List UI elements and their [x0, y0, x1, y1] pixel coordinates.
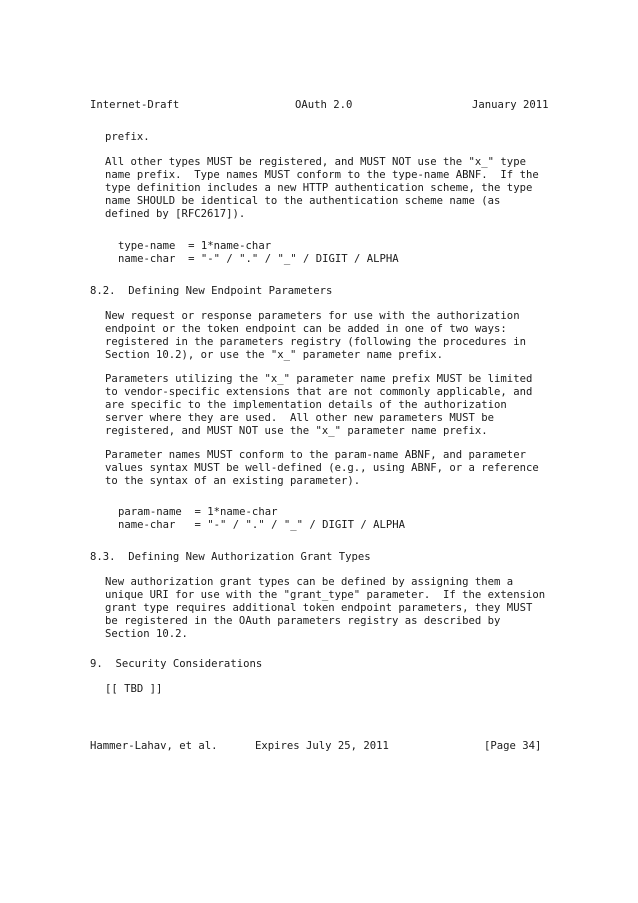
- footer-right: [Page 34]: [484, 740, 542, 752]
- body-line: endpoint or the token endpoint can be added in one of two ways:: [105, 323, 507, 335]
- body-line: name prefix. Type names MUST conform to the type-name ABNF. If the: [105, 169, 539, 181]
- body-line: unique URI for use with the "grant_type" parameter. If the extension: [105, 589, 546, 601]
- body-line: to vendor-specific extensions that are not commonly applicable, and: [105, 386, 533, 398]
- header-center: OAuth 2.0: [295, 99, 353, 111]
- abnf-line: type-name = 1*name-char: [118, 240, 272, 252]
- body-line: defined by [RFC2617]).: [105, 208, 246, 220]
- body-line: values syntax MUST be well-defined (e.g., using ABNF, or a reference: [105, 462, 539, 474]
- body-line: name SHOULD be identical to the authentication scheme name (as: [105, 195, 501, 207]
- footer-center: Expires July 25, 2011: [255, 740, 389, 752]
- section-heading-8-2: 8.2. Defining New Endpoint Parameters: [90, 285, 333, 297]
- body-line: [[ TBD ]]: [105, 683, 163, 695]
- body-line: registered in the parameters registry (following the procedures in: [105, 336, 526, 348]
- body-line: Parameters utilizing the "x_" parameter name prefix MUST be limited: [105, 373, 533, 385]
- body-line: to the syntax of an existing parameter).: [105, 475, 361, 487]
- body-line: Section 10.2), or use the "x_" parameter name prefix.: [105, 349, 444, 361]
- section-heading-8-3: 8.3. Defining New Authorization Grant Types: [90, 551, 371, 563]
- body-line: be registered in the OAuth parameters registry as described by: [105, 615, 501, 627]
- body-line: All other types MUST be registered, and MUST NOT use the "x_" type: [105, 156, 526, 168]
- body-line: are specific to the implementation details of the authorization: [105, 399, 507, 411]
- body-line: Section 10.2.: [105, 628, 188, 640]
- abnf-line: param-name = 1*name-char: [118, 506, 278, 518]
- abnf-line: name-char = "-" / "." / "_" / DIGIT / ALPHA: [118, 519, 406, 531]
- body-line: New authorization grant types can be defined by assigning them a: [105, 576, 514, 588]
- header-left: Internet-Draft: [90, 99, 180, 111]
- body-line: registered, and MUST NOT use the "x_" parameter name prefix.: [105, 425, 488, 437]
- section-heading-9: 9. Security Considerations: [90, 658, 263, 670]
- body-line: Parameter names MUST conform to the param-name ABNF, and parameter: [105, 449, 526, 461]
- body-line: New request or response parameters for use with the authorization: [105, 310, 520, 322]
- header-right: January 2011: [472, 99, 549, 111]
- body-line: grant type requires additional token endpoint parameters, they MUST: [105, 602, 533, 614]
- footer-left: Hammer-Lahav, et al.: [90, 740, 218, 752]
- abnf-line: name-char = "-" / "." / "_" / DIGIT / ALPHA: [118, 253, 399, 265]
- body-line: prefix.: [105, 131, 150, 143]
- body-line: type definition includes a new HTTP authentication scheme, the type: [105, 182, 533, 194]
- body-line: server where they are used. All other new parameters MUST be: [105, 412, 495, 424]
